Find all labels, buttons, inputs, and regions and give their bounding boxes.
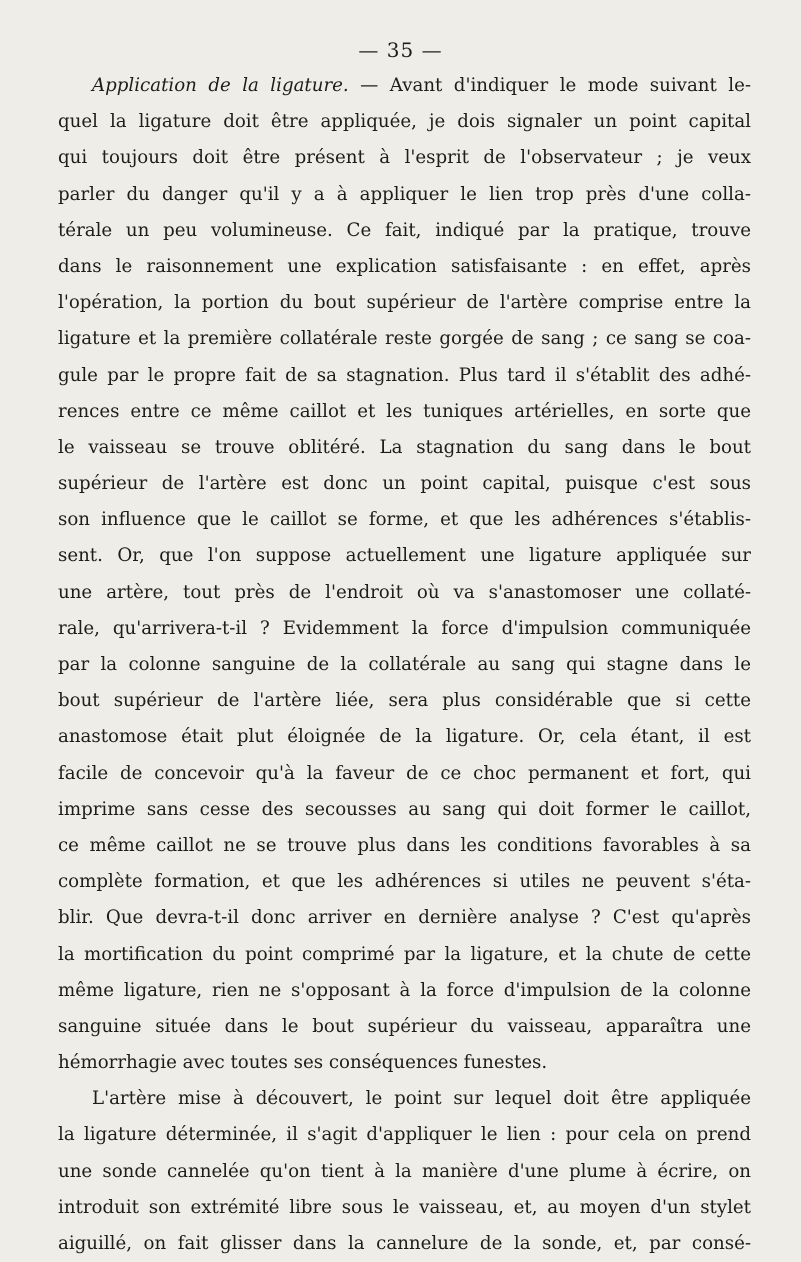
page-number: — 35 — bbox=[358, 38, 443, 62]
paragraph-line: une sonde cannelée qu'on tient à la manière d'une plume à écrire, on bbox=[58, 1160, 751, 1182]
paragraph-line: supérieur de l'artère est donc un point capital, puisque c'est sous bbox=[58, 473, 751, 495]
paragraph-line: imprime sans cesse des secousses au sang qui doit former le caillot, bbox=[58, 798, 751, 820]
paragraph-line: son influence que le caillot se forme, et que les adhérences s'établis- bbox=[58, 509, 751, 531]
paragraph-line: parler du danger qu'il y a à appliquer le lien trop près d'une colla- bbox=[58, 183, 751, 205]
paragraph-line: blir. Que devra-t-il donc arriver en dernière analyse ? C'est qu'après bbox=[58, 907, 751, 929]
paragraph-line: une artère, tout près de l'endroit où va s'anastomoser une collaté- bbox=[58, 581, 751, 603]
paragraph-line: aiguillé, on fait glisser dans la cannelure de la sonde, et, par consé- bbox=[58, 1233, 751, 1254]
paragraph-line: l'opération, la portion du bout supérieur de l'artère comprise entre la bbox=[58, 292, 751, 314]
paragraph-line: sent. Or, que l'on suppose actuellement une ligature appliquée sur bbox=[58, 545, 751, 567]
paragraph-line: L'artère mise à découvert, le point sur lequel doit être appliquée bbox=[92, 1088, 751, 1110]
paragraph-line: par la colonne sanguine de la collatérale au sang qui stagne dans le bbox=[58, 654, 751, 675]
paragraph-line: quel la ligature doit être appliquée, je dois signaler un point capital bbox=[58, 111, 751, 133]
paragraph-line: dans le raisonnement une explication satisfaisante : en effet, après bbox=[58, 255, 751, 277]
paragraph-line: rale, qu'arrivera-t-il ? Evidemment la force d'impulsion communiquée bbox=[58, 617, 751, 639]
paragraph-line: complète formation, et que les adhérences si utiles ne peuvent s'éta- bbox=[58, 871, 751, 893]
paragraph-line: ligature et la première collatérale reste gorgée de sang ; ce sang se coa- bbox=[58, 328, 751, 350]
paragraph-line bbox=[58, 68, 751, 104]
paragraph-line: ce même caillot ne se trouve plus dans les conditions favorables à sa bbox=[58, 834, 751, 856]
body-text bbox=[58, 68, 751, 1262]
paragraph-line: le vaisseau se trouve oblitéré. La stagnation du sang dans le bout bbox=[58, 436, 751, 458]
paragraph-line: même ligature, rien ne s'opposant à la force d'impulsion de la colonne bbox=[58, 979, 751, 1001]
paragraph-line: hémorrhagie avec toutes ses conséquences funestes. bbox=[58, 1052, 548, 1074]
paragraph-line: introduit son extrémité libre sous le vaisseau, et, au moyen d'un stylet bbox=[58, 1196, 751, 1218]
paragraph-line: qui toujours doit être présent à l'esprit de l'observateur ; je veux bbox=[58, 147, 751, 169]
paragraph-line: gule par le propre fait de sa stagnation. Plus tard il s'établit des adhé- bbox=[58, 364, 751, 386]
paragraph-line: sanguine située dans le bout supérieur du vaisseau, apparaîtra une bbox=[58, 1015, 751, 1037]
paragraph-line: rences entre ce même caillot et les tuniques artérielles, en sorte que bbox=[58, 400, 751, 422]
section-heading: Application de la ligature. bbox=[92, 75, 349, 96]
paragraph-line: la ligature déterminée, il s'agit d'appliquer le lien : pour cela on prend bbox=[58, 1124, 751, 1146]
paragraph-line: bout supérieur de l'artère liée, sera plus considérable que si cette bbox=[58, 690, 751, 712]
paragraph-line: anastomose était plut éloignée de la ligature. Or, cela étant, il est bbox=[58, 726, 751, 748]
paragraph-line: facile de concevoir qu'à la faveur de ce choc permanent et fort, qui bbox=[58, 762, 751, 784]
paragraph-text: — Avant d'indiquer le mode suivant le- bbox=[348, 75, 751, 96]
paragraph-line: térale un peu volumineuse. Ce fait, indiqué par la pratique, trouve bbox=[58, 219, 751, 241]
paragraph-line: la mortification du point comprimé par la ligature, et la chute de cette bbox=[58, 943, 751, 965]
